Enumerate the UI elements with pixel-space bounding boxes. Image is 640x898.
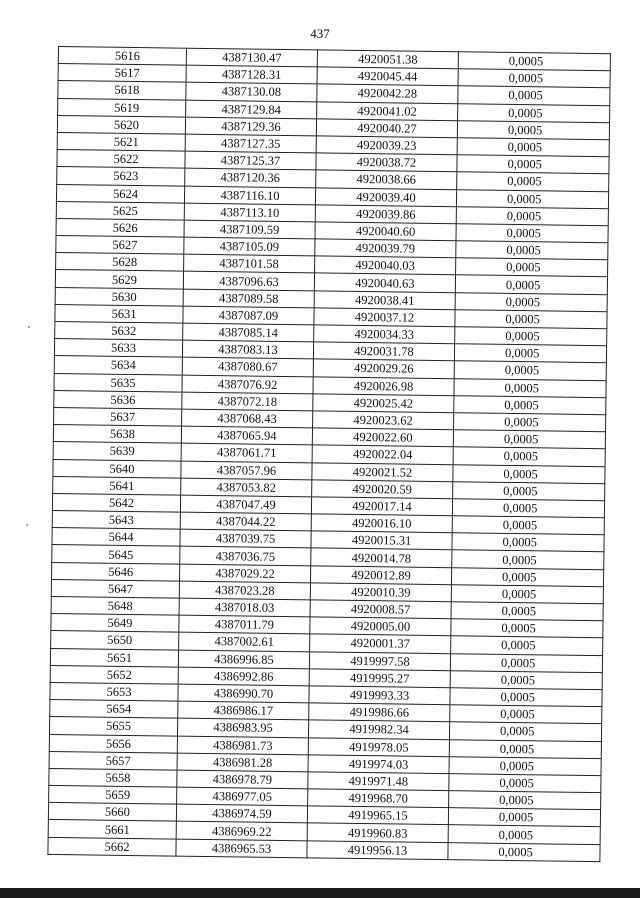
x-coordinate-cell: 4387039.75 (180, 529, 311, 548)
point-number-cell: 5627 (56, 236, 184, 255)
tolerance-cell: 0,0005 (456, 189, 608, 208)
x-coordinate-cell: 4387002.61 (179, 633, 310, 652)
tolerance-cell: 0,0005 (449, 722, 601, 741)
point-number-cell: 5632 (55, 321, 183, 340)
x-coordinate-cell: 4387129.84 (186, 100, 317, 119)
tolerance-cell: 0,0005 (454, 344, 606, 363)
tolerance-cell: 0,0005 (454, 361, 606, 380)
point-number-cell: 5647 (51, 579, 179, 598)
x-coordinate-cell: 4387072.18 (182, 392, 313, 411)
y-coordinate-cell: 4920038.41 (314, 291, 455, 310)
x-coordinate-cell: 4386986.17 (178, 701, 309, 720)
coordinates-table (47, 46, 611, 862)
point-number-cell: 5626 (56, 218, 184, 237)
tolerance-cell: 0,0005 (452, 550, 604, 569)
tolerance-cell: 0,0005 (451, 619, 603, 638)
point-number-cell: 5650 (51, 631, 179, 650)
margin-mark (26, 524, 28, 526)
y-coordinate-cell: 4920040.27 (316, 119, 457, 138)
point-number-cell: 5624 (56, 184, 184, 203)
tolerance-cell: 0,0005 (457, 155, 609, 174)
point-number-cell: 5636 (54, 390, 182, 409)
y-coordinate-cell: 4920014.78 (311, 548, 452, 567)
point-number-cell: 5631 (55, 304, 183, 323)
point-number-cell: 5630 (55, 287, 183, 306)
point-number-cell: 5648 (51, 596, 179, 615)
x-coordinate-cell: 4387109.59 (184, 220, 315, 239)
y-coordinate-cell: 4920031.78 (313, 342, 454, 361)
x-coordinate-cell: 4387047.49 (180, 495, 311, 514)
point-number-cell: 5637 (54, 407, 182, 426)
point-number-cell: 5645 (52, 545, 180, 564)
y-coordinate-cell: 4920008.57 (310, 600, 451, 619)
y-coordinate-cell: 4920038.66 (316, 170, 457, 189)
point-number-cell: 5641 (53, 476, 181, 495)
tolerance-cell: 0,0005 (454, 395, 606, 414)
tolerance-cell: 0,0005 (458, 69, 610, 88)
y-coordinate-cell: 4920042.28 (317, 84, 458, 103)
coordinates-table-container (47, 46, 608, 862)
point-number-cell: 5655 (49, 717, 177, 736)
point-number-cell: 5651 (50, 648, 178, 667)
coordinates-table-body (48, 47, 611, 862)
x-coordinate-cell: 4387125.37 (185, 151, 316, 170)
point-number-cell: 5660 (48, 803, 176, 822)
y-coordinate-cell: 4920040.60 (315, 222, 456, 241)
x-coordinate-cell: 4387096.63 (183, 272, 314, 291)
x-coordinate-cell: 4386974.59 (176, 804, 307, 823)
tolerance-cell: 0,0005 (449, 774, 601, 793)
x-coordinate-cell: 4386990.70 (178, 684, 309, 703)
tolerance-cell: 0,0005 (449, 756, 601, 775)
y-coordinate-cell: 4920020.59 (312, 480, 453, 499)
tolerance-cell: 0,0005 (451, 602, 603, 621)
tolerance-cell: 0,0005 (455, 310, 607, 329)
y-coordinate-cell: 4920039.86 (315, 205, 456, 224)
y-coordinate-cell: 4920038.72 (316, 153, 457, 172)
tolerance-cell: 0,0005 (457, 120, 609, 139)
tolerance-cell: 0,0005 (455, 275, 607, 294)
point-number-cell: 5658 (49, 768, 177, 787)
y-coordinate-cell: 4920040.63 (314, 273, 455, 292)
point-number-cell: 5617 (58, 64, 186, 83)
x-coordinate-cell: 4387085.14 (183, 323, 314, 342)
x-coordinate-cell: 4387011.79 (179, 615, 310, 634)
y-coordinate-cell: 4919995.27 (309, 669, 450, 688)
x-coordinate-cell: 4387080.67 (182, 358, 313, 377)
y-coordinate-cell: 4920039.79 (315, 239, 456, 258)
y-coordinate-cell: 4919982.34 (308, 720, 449, 739)
x-coordinate-cell: 4386977.05 (177, 787, 308, 806)
x-coordinate-cell: 4387018.03 (179, 598, 310, 617)
x-coordinate-cell: 4387129.36 (185, 117, 316, 136)
point-number-cell: 5643 (52, 511, 180, 530)
tolerance-cell: 0,0005 (452, 533, 604, 552)
x-coordinate-cell: 4387076.92 (182, 375, 313, 394)
x-coordinate-cell: 4387127.35 (185, 134, 316, 153)
tolerance-cell: 0,0005 (451, 636, 603, 655)
x-coordinate-cell: 4386969.22 (176, 822, 307, 841)
tolerance-cell: 0,0005 (457, 138, 609, 157)
x-coordinate-cell: 4387053.82 (181, 478, 312, 497)
x-coordinate-cell: 4386981.73 (177, 736, 308, 755)
tolerance-cell: 0,0005 (449, 739, 601, 758)
y-coordinate-cell: 4920016.10 (311, 514, 452, 533)
x-coordinate-cell: 4386996.85 (178, 650, 309, 669)
x-coordinate-cell: 4387087.09 (183, 306, 314, 325)
tolerance-cell: 0,0005 (458, 52, 610, 71)
x-coordinate-cell: 4387029.22 (180, 564, 311, 583)
tolerance-cell: 0,0005 (455, 327, 607, 346)
x-coordinate-cell: 4387130.08 (186, 83, 317, 102)
point-number-cell: 5616 (58, 47, 186, 66)
y-coordinate-cell: 4920029.26 (313, 359, 454, 378)
tolerance-cell: 0,0005 (448, 825, 600, 844)
point-number-cell: 5623 (57, 167, 185, 186)
tolerance-cell: 0,0005 (454, 413, 606, 432)
x-coordinate-cell: 4387036.75 (180, 547, 311, 566)
page-number: 437 (310, 26, 330, 41)
x-coordinate-cell: 4387105.09 (184, 237, 315, 256)
x-coordinate-cell: 4386981.28 (177, 753, 308, 772)
y-coordinate-cell: 4920037.12 (314, 308, 455, 327)
point-number-cell: 5657 (49, 751, 177, 770)
tolerance-cell: 0,0005 (451, 567, 603, 586)
x-coordinate-cell: 4387065.94 (181, 426, 312, 445)
point-number-cell: 5619 (58, 98, 186, 117)
y-coordinate-cell: 4920010.39 (310, 583, 451, 602)
point-number-cell: 5644 (52, 528, 180, 547)
y-coordinate-cell: 4920017.14 (311, 497, 452, 516)
tolerance-cell: 0,0005 (448, 808, 600, 827)
tolerance-cell: 0,0005 (453, 481, 605, 500)
x-coordinate-cell: 4387023.28 (179, 581, 310, 600)
tolerance-cell: 0,0005 (452, 516, 604, 535)
point-number-cell: 5635 (54, 373, 182, 392)
tolerance-cell: 0,0005 (453, 430, 605, 449)
point-number-cell: 5649 (51, 614, 179, 633)
y-coordinate-cell: 4919974.03 (308, 755, 449, 774)
tolerance-cell: 0,0005 (456, 241, 608, 260)
point-number-cell: 5661 (48, 820, 176, 839)
tolerance-cell: 0,0005 (453, 464, 605, 483)
tolerance-cell: 0,0005 (450, 688, 602, 707)
y-coordinate-cell: 4920040.03 (315, 256, 456, 275)
tolerance-cell: 0,0005 (449, 791, 601, 810)
x-coordinate-cell: 4387068.43 (182, 409, 313, 428)
point-number-cell: 5654 (50, 700, 178, 719)
point-number-cell: 5662 (48, 837, 176, 856)
y-coordinate-cell: 4919956.13 (307, 840, 448, 859)
point-number-cell: 5618 (58, 81, 186, 100)
point-number-cell: 5653 (50, 682, 178, 701)
tolerance-cell: 0,0005 (456, 206, 608, 225)
x-coordinate-cell: 4387120.36 (185, 168, 316, 187)
point-number-cell: 5659 (49, 786, 177, 805)
tolerance-cell: 0,0005 (450, 653, 602, 672)
margin-mark (28, 326, 30, 328)
point-number-cell: 5622 (57, 150, 185, 169)
point-number-cell: 5652 (50, 665, 178, 684)
y-coordinate-cell: 4920021.52 (312, 462, 453, 481)
y-coordinate-cell: 4920022.04 (312, 445, 453, 464)
point-number-cell: 5634 (54, 356, 182, 375)
tolerance-cell: 0,0005 (455, 292, 607, 311)
tolerance-cell: 0,0005 (451, 585, 603, 604)
y-coordinate-cell: 4920001.37 (310, 634, 451, 653)
point-number-cell: 5628 (56, 253, 184, 272)
point-number-cell: 5639 (53, 442, 181, 461)
scan-edge-bar (0, 888, 640, 898)
x-coordinate-cell: 4386978.79 (177, 770, 308, 789)
point-number-cell: 5633 (54, 339, 182, 358)
point-number-cell: 5629 (55, 270, 183, 289)
x-coordinate-cell: 4386992.86 (178, 667, 309, 686)
y-coordinate-cell: 4919993.33 (309, 686, 450, 705)
x-coordinate-cell: 4387116.10 (184, 186, 315, 205)
y-coordinate-cell: 4920023.62 (313, 411, 454, 430)
x-coordinate-cell: 4387130.47 (186, 48, 317, 67)
x-coordinate-cell: 4386983.95 (177, 718, 308, 737)
point-number-cell: 5621 (57, 132, 185, 151)
x-coordinate-cell: 4386965.53 (176, 839, 307, 858)
tolerance-cell: 0,0005 (450, 705, 602, 724)
y-coordinate-cell: 4920039.23 (316, 136, 457, 155)
x-coordinate-cell: 4387061.71 (181, 443, 312, 462)
x-coordinate-cell: 4387057.96 (181, 461, 312, 480)
tolerance-cell: 0,0005 (456, 224, 608, 243)
y-coordinate-cell: 4919986.66 (309, 703, 450, 722)
x-coordinate-cell: 4387101.58 (184, 254, 315, 273)
y-coordinate-cell: 4920039.40 (315, 187, 456, 206)
tolerance-cell: 0,0005 (454, 378, 606, 397)
y-coordinate-cell: 4920045.44 (317, 67, 458, 86)
y-coordinate-cell: 4920012.89 (310, 565, 451, 584)
tolerance-cell: 0,0005 (458, 103, 610, 122)
point-number-cell: 5640 (53, 459, 181, 478)
x-coordinate-cell: 4387089.58 (183, 289, 314, 308)
y-coordinate-cell: 4920022.60 (312, 428, 453, 447)
y-coordinate-cell: 4920041.02 (317, 101, 458, 120)
tolerance-cell: 0,0005 (458, 86, 610, 105)
y-coordinate-cell: 4920034.33 (314, 325, 455, 344)
point-number-cell: 5642 (52, 493, 180, 512)
tolerance-cell: 0,0005 (457, 172, 609, 191)
x-coordinate-cell: 4387128.31 (186, 65, 317, 84)
y-coordinate-cell: 4920026.98 (313, 376, 454, 395)
tolerance-cell: 0,0005 (448, 842, 600, 861)
y-coordinate-cell: 4920005.00 (310, 617, 451, 636)
y-coordinate-cell: 4920051.38 (317, 50, 458, 69)
x-coordinate-cell: 4387083.13 (182, 340, 313, 359)
y-coordinate-cell: 4920015.31 (311, 531, 452, 550)
y-coordinate-cell: 4919968.70 (308, 789, 449, 808)
y-coordinate-cell: 4920025.42 (313, 394, 454, 413)
x-coordinate-cell: 4387113.10 (184, 203, 315, 222)
tolerance-cell: 0,0005 (450, 670, 602, 689)
y-coordinate-cell: 4919978.05 (308, 737, 449, 756)
point-number-cell: 5620 (57, 115, 185, 134)
y-coordinate-cell: 4919997.58 (309, 651, 450, 670)
y-coordinate-cell: 4919971.48 (308, 772, 449, 791)
x-coordinate-cell: 4387044.22 (180, 512, 311, 531)
point-number-cell: 5625 (56, 201, 184, 220)
tolerance-cell: 0,0005 (453, 447, 605, 466)
tolerance-cell: 0,0005 (452, 499, 604, 518)
y-coordinate-cell: 4919960.83 (307, 823, 448, 842)
point-number-cell: 5638 (53, 425, 181, 444)
y-coordinate-cell: 4919965.15 (307, 806, 448, 825)
point-number-cell: 5646 (52, 562, 180, 581)
tolerance-cell: 0,0005 (456, 258, 608, 277)
point-number-cell: 5656 (49, 734, 177, 753)
